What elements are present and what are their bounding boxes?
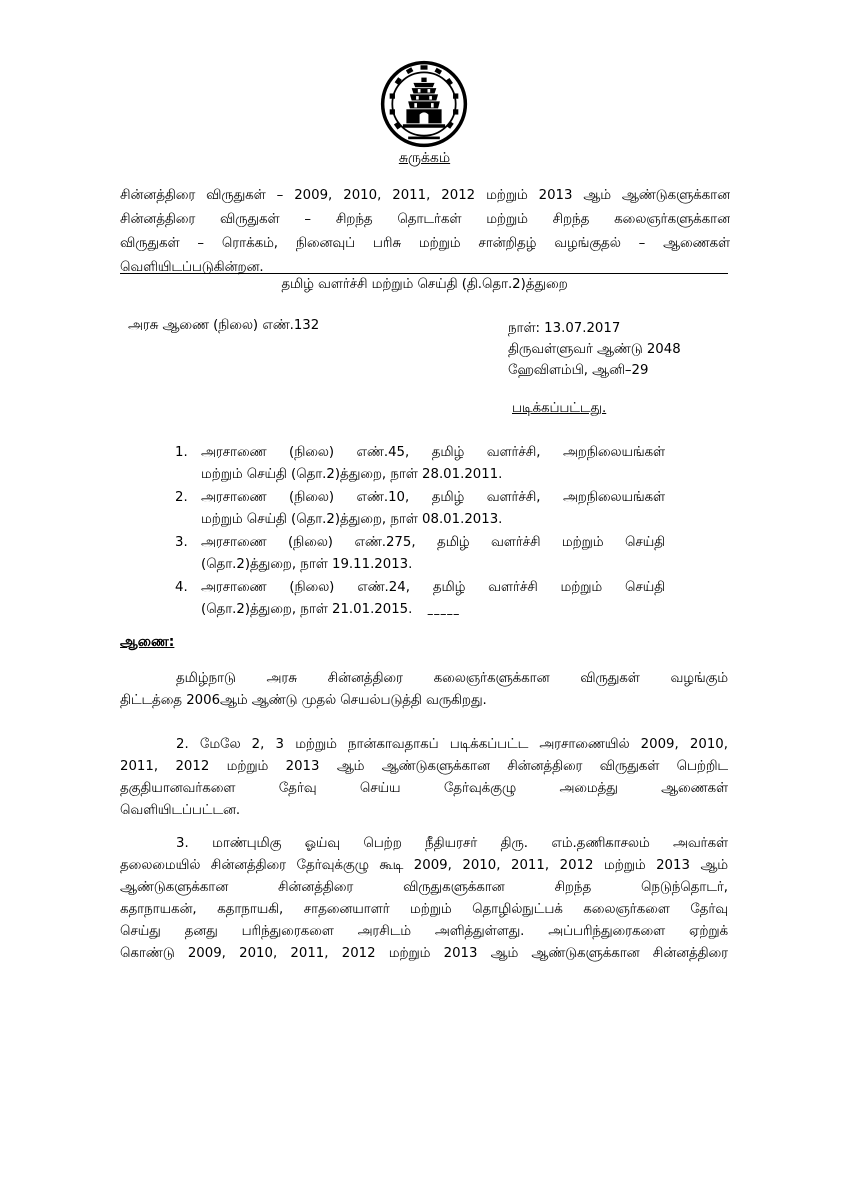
reference-item [175, 577, 665, 621]
department-name: தமிழ் வளர்ச்சி மற்றும் செய்தி (தி.தொ.2)த்துறை [281, 277, 568, 292]
subject-line: வெளியிடப்படுகின்றன. [120, 260, 264, 275]
tamil-date-line: ஹேவிளம்பி, ஆனி–29 [508, 363, 649, 378]
reference-text: மற்றும் செய்தி (தொ.2)த்துறை, நாள் 08.01.2013. [201, 512, 503, 527]
paragraph-line: 3. மாண்புமிகு ஓய்வு பெற்ற நீதியரசர் திரு. எம்.தணிகாசலம் அவர்கள் [176, 836, 728, 851]
reference-number: 4. [175, 580, 188, 595]
references-end-marker: ––––– [427, 607, 460, 622]
thiruvalluvar-year-line: திருவள்ளுவர் ஆண்டு 2048 [508, 342, 681, 357]
reference-text: (தொ.2)த்துறை, நாள் 19.11.2013. [201, 557, 413, 572]
reference-item [175, 442, 665, 486]
paragraph-line: 2. மேலே 2, 3 மற்றும் நான்காவதாகப் படிக்கப்பட்ட அரசாணையில் 2009, 2010, [176, 737, 728, 752]
reference-number: 1. [175, 445, 188, 460]
order-paragraph-3 [120, 833, 728, 965]
reference-text: அரசாணை (நிலை) எண்.275, தமிழ் வளர்ச்சி மற்றும் செய்தி [201, 535, 665, 550]
reference-list [175, 442, 665, 622]
reference-number: 3. [175, 535, 188, 550]
reference-item [175, 532, 665, 576]
paragraph-line: 2011, 2012 மற்றும் 2013 ஆம் ஆண்டுகளுக்கான சின்னத்திரை விருதுகள் பெற்றிட [120, 759, 728, 774]
order-paragraph-2 [120, 734, 728, 822]
paragraph-line: தமிழ்நாடு அரசு சின்னத்திரை கலைஞர்களுக்கான விருதுகள் வழங்கும் [176, 671, 728, 686]
date-line: நாள்: 13.07.2017 [508, 321, 621, 336]
paragraph-line: வெளியிடப்பட்டன. [120, 803, 241, 818]
subject-line: சின்னத்திரை விருதுகள் – சிறந்த தொடர்கள் மற்றும் சிறந்த கலைஞர்களுக்கான [120, 212, 730, 227]
reference-number: 2. [175, 490, 188, 505]
reference-text: (தொ.2)த்துறை, நாள் 21.01.2015. [201, 602, 413, 617]
paragraph-line: ஆண்டுகளுக்கான சின்னத்திரை விருதுகளுக்கான சிறந்த நெடுந்தொடர், [120, 880, 728, 895]
reference-text: அரசாணை (நிலை) எண்.10, தமிழ் வளர்ச்சி, அறநிலையங்கள் [201, 490, 665, 505]
order-heading: ஆணை: [120, 634, 175, 650]
paragraph-line: திட்டத்தை 2006ஆம் ஆண்டு முதல் செயல்படுத்தி வருகிறது. [120, 693, 487, 708]
paragraph-line: செய்து தனது பரிந்துரைகளை அரசிடம் அளித்துள்ளது. அப்பரிந்துரைகளை ஏற்றுக் [120, 924, 728, 939]
subject-line: சின்னத்திரை விருதுகள் – 2009, 2010, 2011, 2012 மற்றும் 2013 ஆம் ஆண்டுகளுக்கான [120, 188, 730, 203]
date-block [508, 318, 681, 381]
read-heading: படிக்கப்பட்டது. [512, 401, 607, 416]
go-number: அரசு ஆணை (நிலை) எண்.132 [128, 318, 320, 333]
paragraph-line: தலைமையில் சின்னத்திரை தேர்வுக்குழு கூடி 2009, 2010, 2011, 2012 மற்றும் 2013 ஆம் [120, 858, 728, 873]
order-paragraph-1 [120, 668, 728, 712]
reference-text: அரசாணை (நிலை) எண்.45, தமிழ் வளர்ச்சி, அறநிலையங்கள் [201, 445, 665, 460]
reference-text: அரசாணை (நிலை) எண்.24, தமிழ் வளர்ச்சி மற்றும் செய்தி [201, 580, 665, 595]
reference-text: மற்றும் செய்தி (தொ.2)த்துறை, நாள் 28.01.2011. [201, 467, 503, 482]
paragraph-line: கொண்டு 2009, 2010, 2011, 2012 மற்றும் 2013 ஆம் ஆண்டுகளுக்கான சின்னத்திரை [120, 946, 728, 961]
paragraph-line: கதாநாயகன், கதாநாயகி, சாதனையாளர் மற்றும் தொழில்நுட்பக் கலைஞர்களை தேர்வு [120, 902, 728, 917]
tamil-nadu-government-emblem-icon [380, 60, 468, 148]
subject-summary [120, 184, 730, 280]
subject-line: விருதுகள் – ரொக்கம், நினைவுப் பரிசு மற்றும் சான்றிதழ் வழங்குதல் – ஆணைகள் [120, 236, 730, 251]
subject-heading: சுருக்கம் [398, 150, 451, 166]
reference-item [175, 487, 665, 531]
divider [120, 273, 728, 274]
paragraph-line: தகுதியானவர்களை தேர்வு செய்ய தேர்வுக்குழு அமைத்து ஆணைகள் [120, 781, 728, 796]
